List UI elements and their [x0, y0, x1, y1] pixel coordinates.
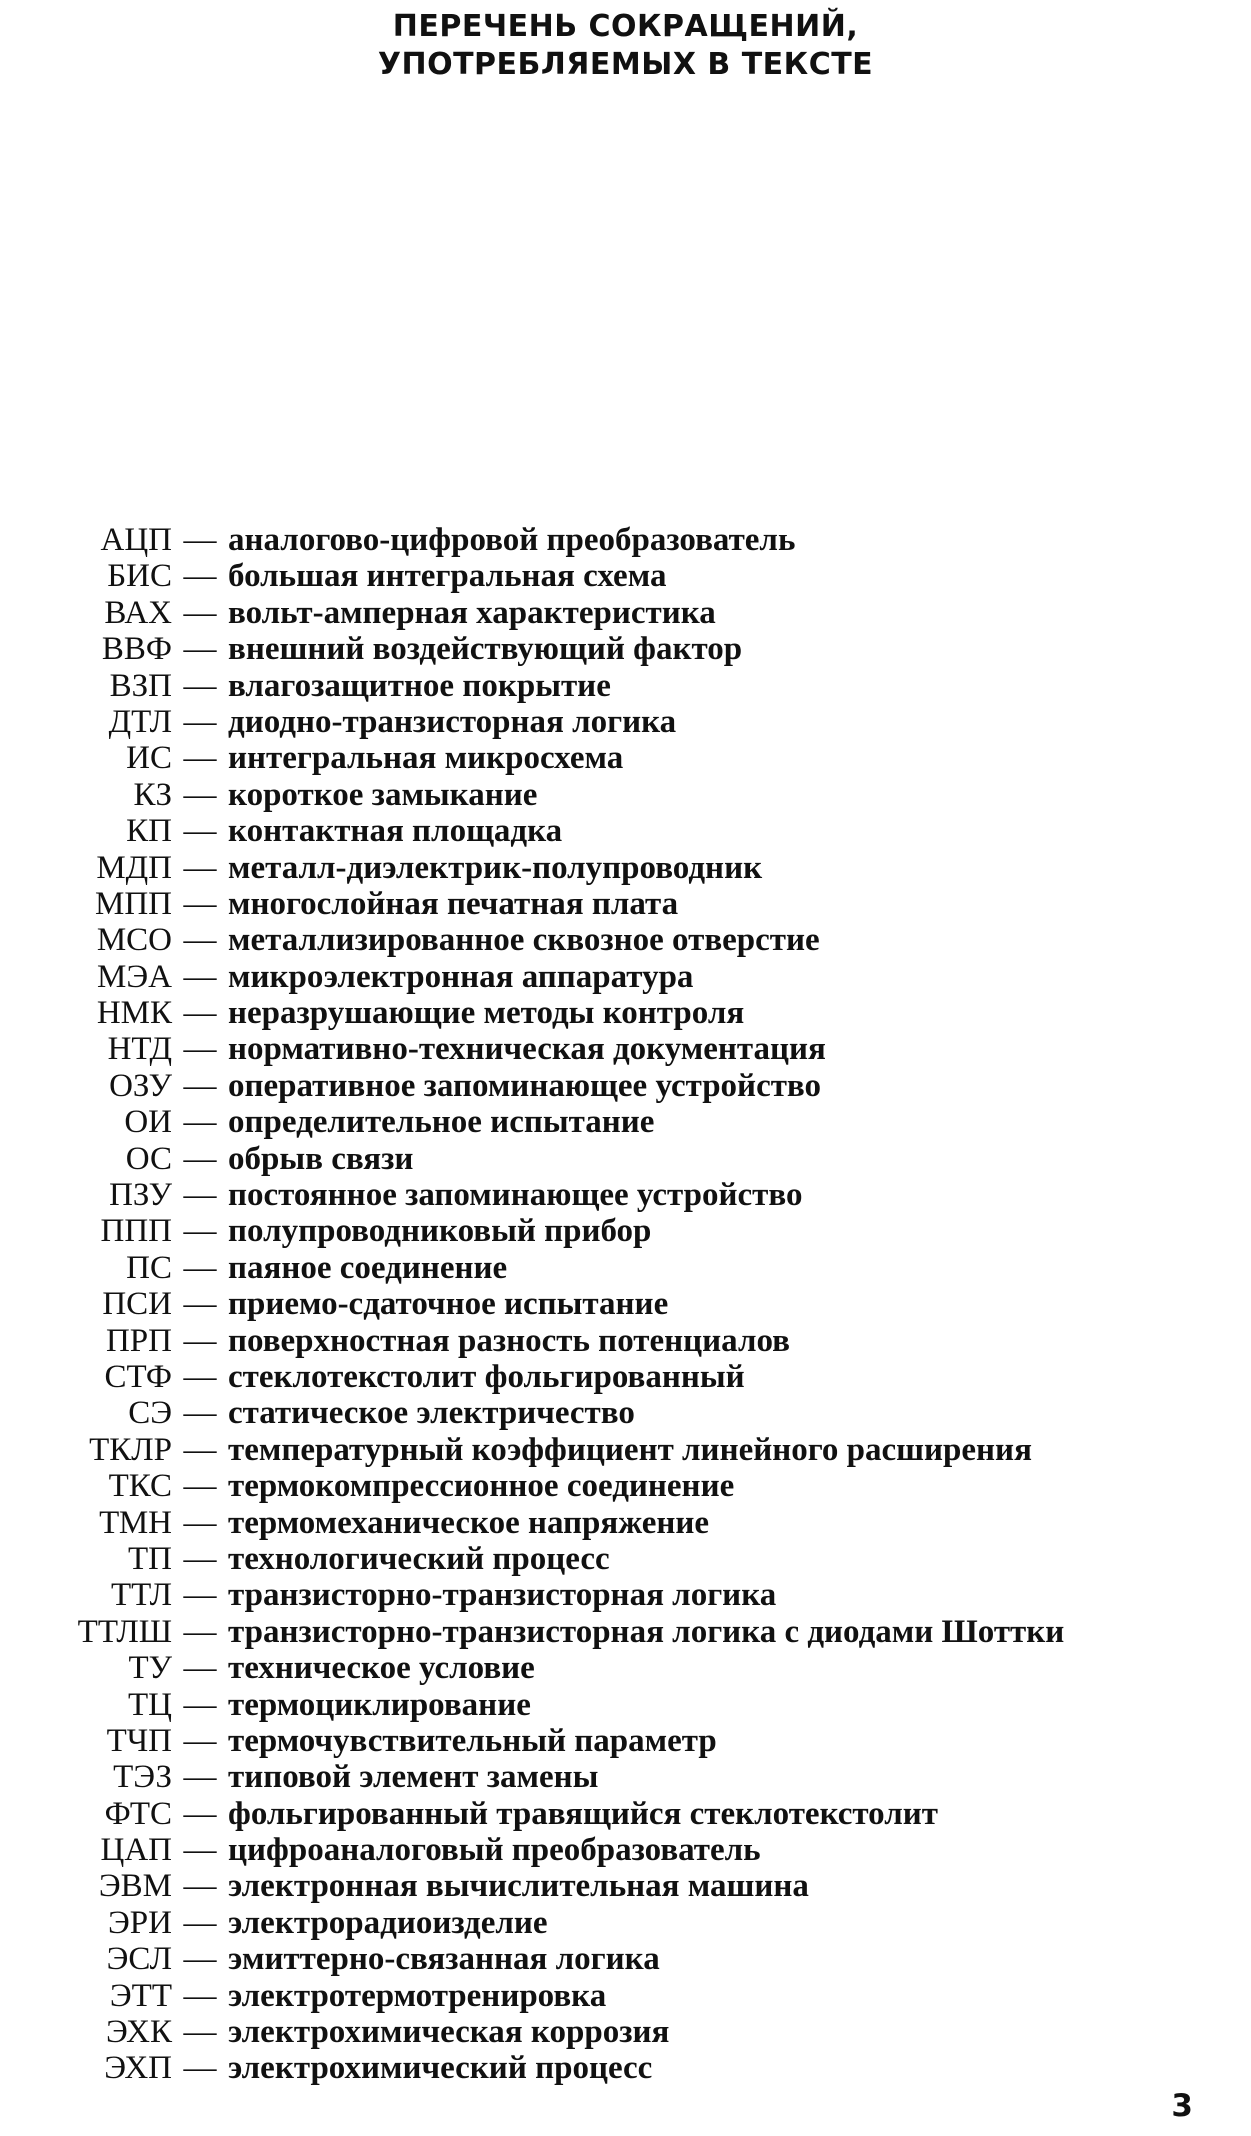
abbreviation-dash: —	[183, 1540, 217, 1577]
abbreviation-definition: цифроаналоговый преобразователь	[228, 1832, 761, 1869]
abbreviation-definition: стеклотекстолит фольгированный	[228, 1358, 745, 1395]
abbreviation-term: КЗ	[133, 776, 172, 813]
abbreviation-definition: большая интегральная схема	[228, 558, 667, 595]
abbreviation-row	[62, 1577, 1222, 1613]
abbreviation-term: ТМН	[99, 1504, 172, 1541]
abbreviation-term: ЭСЛ	[106, 1941, 172, 1978]
abbreviation-definition: вольт-амперная характеристика	[228, 594, 716, 631]
abbreviation-dash: —	[183, 1322, 217, 1359]
abbreviation-dash: —	[183, 1431, 217, 1468]
abbreviation-dash: —	[183, 1868, 217, 1905]
abbreviation-dash: —	[183, 1613, 217, 1650]
abbreviation-term: АЦП	[100, 522, 172, 558]
abbreviation-term: ЦАП	[100, 1832, 172, 1869]
abbreviation-term: ЭТТ	[109, 1977, 172, 2014]
abbreviation-row	[62, 1541, 1222, 1577]
abbreviation-row	[62, 1323, 1222, 1359]
abbreviation-row	[62, 1796, 1222, 1832]
abbreviation-term: НМК	[96, 995, 172, 1032]
abbreviation-definition: термоциклирование	[228, 1686, 531, 1723]
abbreviation-definition: электрохимическая коррозия	[228, 2014, 670, 2051]
abbreviation-term: ЭВМ	[98, 1868, 172, 1905]
abbreviation-term: ВАХ	[104, 594, 172, 631]
abbreviation-term: ЭХП	[104, 2050, 172, 2087]
abbreviation-dash: —	[183, 813, 217, 850]
abbreviation-term: ПРП	[105, 1322, 172, 1359]
abbreviation-term: ТУ	[128, 1650, 172, 1687]
abbreviation-row	[62, 1832, 1222, 1868]
abbreviation-dash: —	[183, 1977, 217, 2014]
abbreviation-dash: —	[183, 1067, 217, 1104]
abbreviation-definition: микроэлектронная аппаратура	[228, 958, 694, 995]
abbreviation-row	[62, 1395, 1222, 1431]
title-line-1: ПЕРЕЧЕНЬ СОКРАЩЕНИЙ,	[392, 9, 859, 44]
abbreviation-term: ТКС	[108, 1468, 172, 1505]
abbreviation-dash: —	[183, 594, 217, 631]
abbreviation-dash: —	[183, 1941, 217, 1978]
abbreviation-dash: —	[183, 1832, 217, 1869]
abbreviation-row	[62, 704, 1222, 740]
abbreviation-definition: электрорадиоизделие	[228, 1904, 548, 1941]
abbreviation-row	[62, 1614, 1222, 1650]
abbreviation-definition: термомеханическое напряжение	[228, 1504, 710, 1541]
abbreviation-term: ПСИ	[102, 1286, 172, 1323]
title-line-2: УПОТРЕБЛЯЕМЫХ В ТЕКСТЕ	[377, 47, 874, 82]
abbreviation-term: ТЭЗ	[113, 1759, 172, 1796]
abbreviation-term: ППП	[100, 1213, 172, 1250]
abbreviation-row	[62, 595, 1222, 631]
abbreviation-definition: транзисторно-транзисторная логика	[228, 1577, 777, 1614]
abbreviation-definition: поверхностная разность потенциалов	[228, 1322, 790, 1359]
abbreviation-row	[62, 1978, 1222, 2014]
abbreviation-dash: —	[183, 885, 217, 922]
abbreviation-dash: —	[183, 1904, 217, 1941]
abbreviation-dash: —	[183, 2014, 217, 2051]
abbreviation-row	[62, 777, 1222, 813]
abbreviation-dash: —	[183, 1031, 217, 1068]
abbreviation-definition: транзисторно-транзисторная логика с диодами Шоттки	[228, 1613, 1065, 1650]
abbreviation-term: СТФ	[104, 1358, 172, 1395]
abbreviation-term: БИС	[107, 558, 172, 595]
abbreviation-row	[62, 1723, 1222, 1759]
abbreviation-term: ОИ	[124, 1104, 172, 1141]
abbreviation-definition: термокомпрессионное соединение	[228, 1468, 735, 1505]
abbreviation-definition: типовой элемент замены	[228, 1759, 599, 1796]
abbreviation-row	[62, 1941, 1222, 1977]
abbreviation-dash: —	[183, 995, 217, 1032]
abbreviation-row	[62, 1687, 1222, 1723]
abbreviation-definition: электрохимический процесс	[228, 2050, 653, 2087]
abbreviation-dash: —	[183, 1104, 217, 1141]
abbreviation-term: ОЗУ	[109, 1067, 172, 1104]
abbreviation-term: ЭХК	[106, 2014, 172, 2051]
abbreviation-row	[62, 740, 1222, 776]
abbreviation-dash: —	[183, 1286, 217, 1323]
abbreviation-dash: —	[183, 667, 217, 704]
abbreviation-dash: —	[183, 2050, 217, 2087]
abbreviation-list	[62, 522, 1222, 2087]
abbreviation-row	[62, 1505, 1222, 1541]
abbreviation-row	[62, 959, 1222, 995]
abbreviation-term: МДП	[96, 849, 172, 886]
abbreviation-definition: аналогово-цифровой преобразователь	[228, 522, 796, 558]
abbreviation-dash: —	[183, 1686, 217, 1723]
abbreviation-dash: —	[183, 631, 217, 668]
abbreviation-term: ТТЛШ	[77, 1613, 172, 1650]
abbreviation-definition: определительное испытание	[228, 1104, 655, 1141]
abbreviation-dash: —	[183, 958, 217, 995]
abbreviation-dash: —	[183, 1577, 217, 1614]
abbreviation-row	[62, 995, 1222, 1031]
abbreviation-row	[62, 631, 1222, 667]
abbreviation-definition: техническое условие	[228, 1650, 535, 1687]
abbreviation-term: ТП	[128, 1540, 172, 1577]
abbreviation-dash: —	[183, 1140, 217, 1177]
abbreviation-definition: электротермотренировка	[228, 1977, 607, 2014]
abbreviation-term: ТЧП	[106, 1722, 172, 1759]
abbreviation-definition: термочувствительный параметр	[228, 1722, 717, 1759]
abbreviation-definition: неразрушающие методы контроля	[228, 995, 745, 1032]
abbreviation-row	[62, 1031, 1222, 1067]
abbreviation-dash: —	[183, 522, 217, 558]
abbreviation-definition: обрыв связи	[228, 1140, 414, 1177]
abbreviation-definition: контактная площадка	[228, 813, 563, 850]
abbreviation-definition: влагозащитное покрытие	[228, 667, 611, 704]
abbreviation-row	[62, 2014, 1222, 2050]
abbreviation-row	[62, 1141, 1222, 1177]
abbreviation-term: ВЗП	[109, 667, 172, 704]
abbreviation-definition: многослойная печатная плата	[228, 885, 679, 922]
abbreviation-definition: паяное соединение	[228, 1249, 508, 1286]
abbreviation-term: ТКЛР	[89, 1431, 172, 1468]
abbreviation-definition: фольгированный травящийся стеклотекстолит	[228, 1795, 938, 1832]
abbreviation-definition: температурный коэффициент линейного расширения	[228, 1431, 1032, 1468]
abbreviation-dash: —	[183, 558, 217, 595]
abbreviation-definition: короткое замыкание	[228, 776, 538, 813]
abbreviation-term: ПЗУ	[109, 1177, 172, 1214]
abbreviation-term: ТТЛ	[110, 1577, 172, 1614]
abbreviation-row	[62, 1759, 1222, 1795]
abbreviation-dash: —	[183, 1504, 217, 1541]
abbreviation-dash: —	[183, 1795, 217, 1832]
abbreviation-row	[62, 2050, 1222, 2086]
abbreviation-definition: эмиттерно-связанная логика	[228, 1941, 660, 1978]
abbreviation-row	[62, 1068, 1222, 1104]
abbreviation-definition: металл-диэлектрик-полупроводник	[228, 849, 763, 886]
abbreviation-term: МПП	[94, 885, 172, 922]
abbreviation-term: КП	[126, 813, 172, 850]
abbreviation-dash: —	[183, 1722, 217, 1759]
abbreviation-row	[62, 1359, 1222, 1395]
abbreviation-term: СЭ	[128, 1395, 172, 1432]
abbreviation-term: ВВФ	[101, 631, 172, 668]
abbreviation-row	[62, 668, 1222, 704]
abbreviation-row	[62, 1104, 1222, 1140]
abbreviation-row	[62, 886, 1222, 922]
abbreviation-dash: —	[183, 1249, 217, 1286]
abbreviation-row	[62, 850, 1222, 886]
abbreviation-dash: —	[183, 1177, 217, 1214]
abbreviation-definition: постоянное запоминающее устройство	[228, 1177, 803, 1214]
abbreviation-row	[62, 922, 1222, 958]
abbreviation-dash: —	[183, 1358, 217, 1395]
abbreviation-dash: —	[183, 1395, 217, 1432]
abbreviation-definition: электронная вычислительная машина	[228, 1868, 809, 1905]
abbreviation-definition: приемо-сдаточное испытание	[228, 1286, 669, 1323]
abbreviation-term: ИС	[126, 740, 172, 777]
abbreviation-definition: статическое электричество	[228, 1395, 635, 1432]
abbreviation-term: ФТС	[104, 1795, 172, 1832]
abbreviation-row	[62, 1868, 1222, 1904]
abbreviation-row	[62, 1432, 1222, 1468]
abbreviation-term: ЭРИ	[108, 1904, 172, 1941]
abbreviation-row	[62, 1650, 1222, 1686]
abbreviation-row	[62, 1250, 1222, 1286]
abbreviation-definition: оперативное запоминающее устройство	[228, 1067, 822, 1104]
abbreviation-row	[62, 1905, 1222, 1941]
abbreviation-row	[62, 558, 1222, 594]
abbreviation-row	[62, 1177, 1222, 1213]
abbreviation-dash: —	[183, 740, 217, 777]
abbreviation-term: ПС	[126, 1249, 172, 1286]
abbreviation-dash: —	[183, 1468, 217, 1505]
abbreviation-definition: нормативно-техническая документация	[228, 1031, 826, 1068]
abbreviation-row	[62, 522, 1222, 558]
abbreviation-definition: интегральная микросхема	[228, 740, 624, 777]
abbreviation-dash: —	[183, 1759, 217, 1796]
page-title	[0, 8, 1251, 84]
abbreviation-definition: технологический процесс	[228, 1540, 610, 1577]
abbreviation-term: ОС	[125, 1140, 172, 1177]
abbreviation-row	[62, 1468, 1222, 1504]
abbreviation-definition: внешний воздействующий фактор	[228, 631, 743, 668]
abbreviation-row	[62, 1213, 1222, 1249]
abbreviation-definition: металлизированное сквозное отверстие	[228, 922, 820, 959]
abbreviation-term: ДТЛ	[108, 703, 172, 740]
abbreviation-term: НТД	[107, 1031, 172, 1068]
abbreviation-term: МЭА	[97, 958, 172, 995]
abbreviation-definition: диодно-транзисторная логика	[228, 703, 677, 740]
abbreviation-row	[62, 1286, 1222, 1322]
abbreviation-dash: —	[183, 849, 217, 886]
abbreviation-term: ТЦ	[128, 1686, 172, 1723]
abbreviation-dash: —	[183, 1650, 217, 1687]
abbreviation-definition: полупроводниковый прибор	[228, 1213, 652, 1250]
abbreviation-dash: —	[183, 776, 217, 813]
abbreviation-dash: —	[183, 922, 217, 959]
abbreviation-row	[62, 813, 1222, 849]
abbreviation-dash: —	[183, 1213, 217, 1250]
abbreviation-dash: —	[183, 703, 217, 740]
page-number: 3	[1171, 2088, 1193, 2124]
abbreviation-term: МСО	[96, 922, 172, 959]
